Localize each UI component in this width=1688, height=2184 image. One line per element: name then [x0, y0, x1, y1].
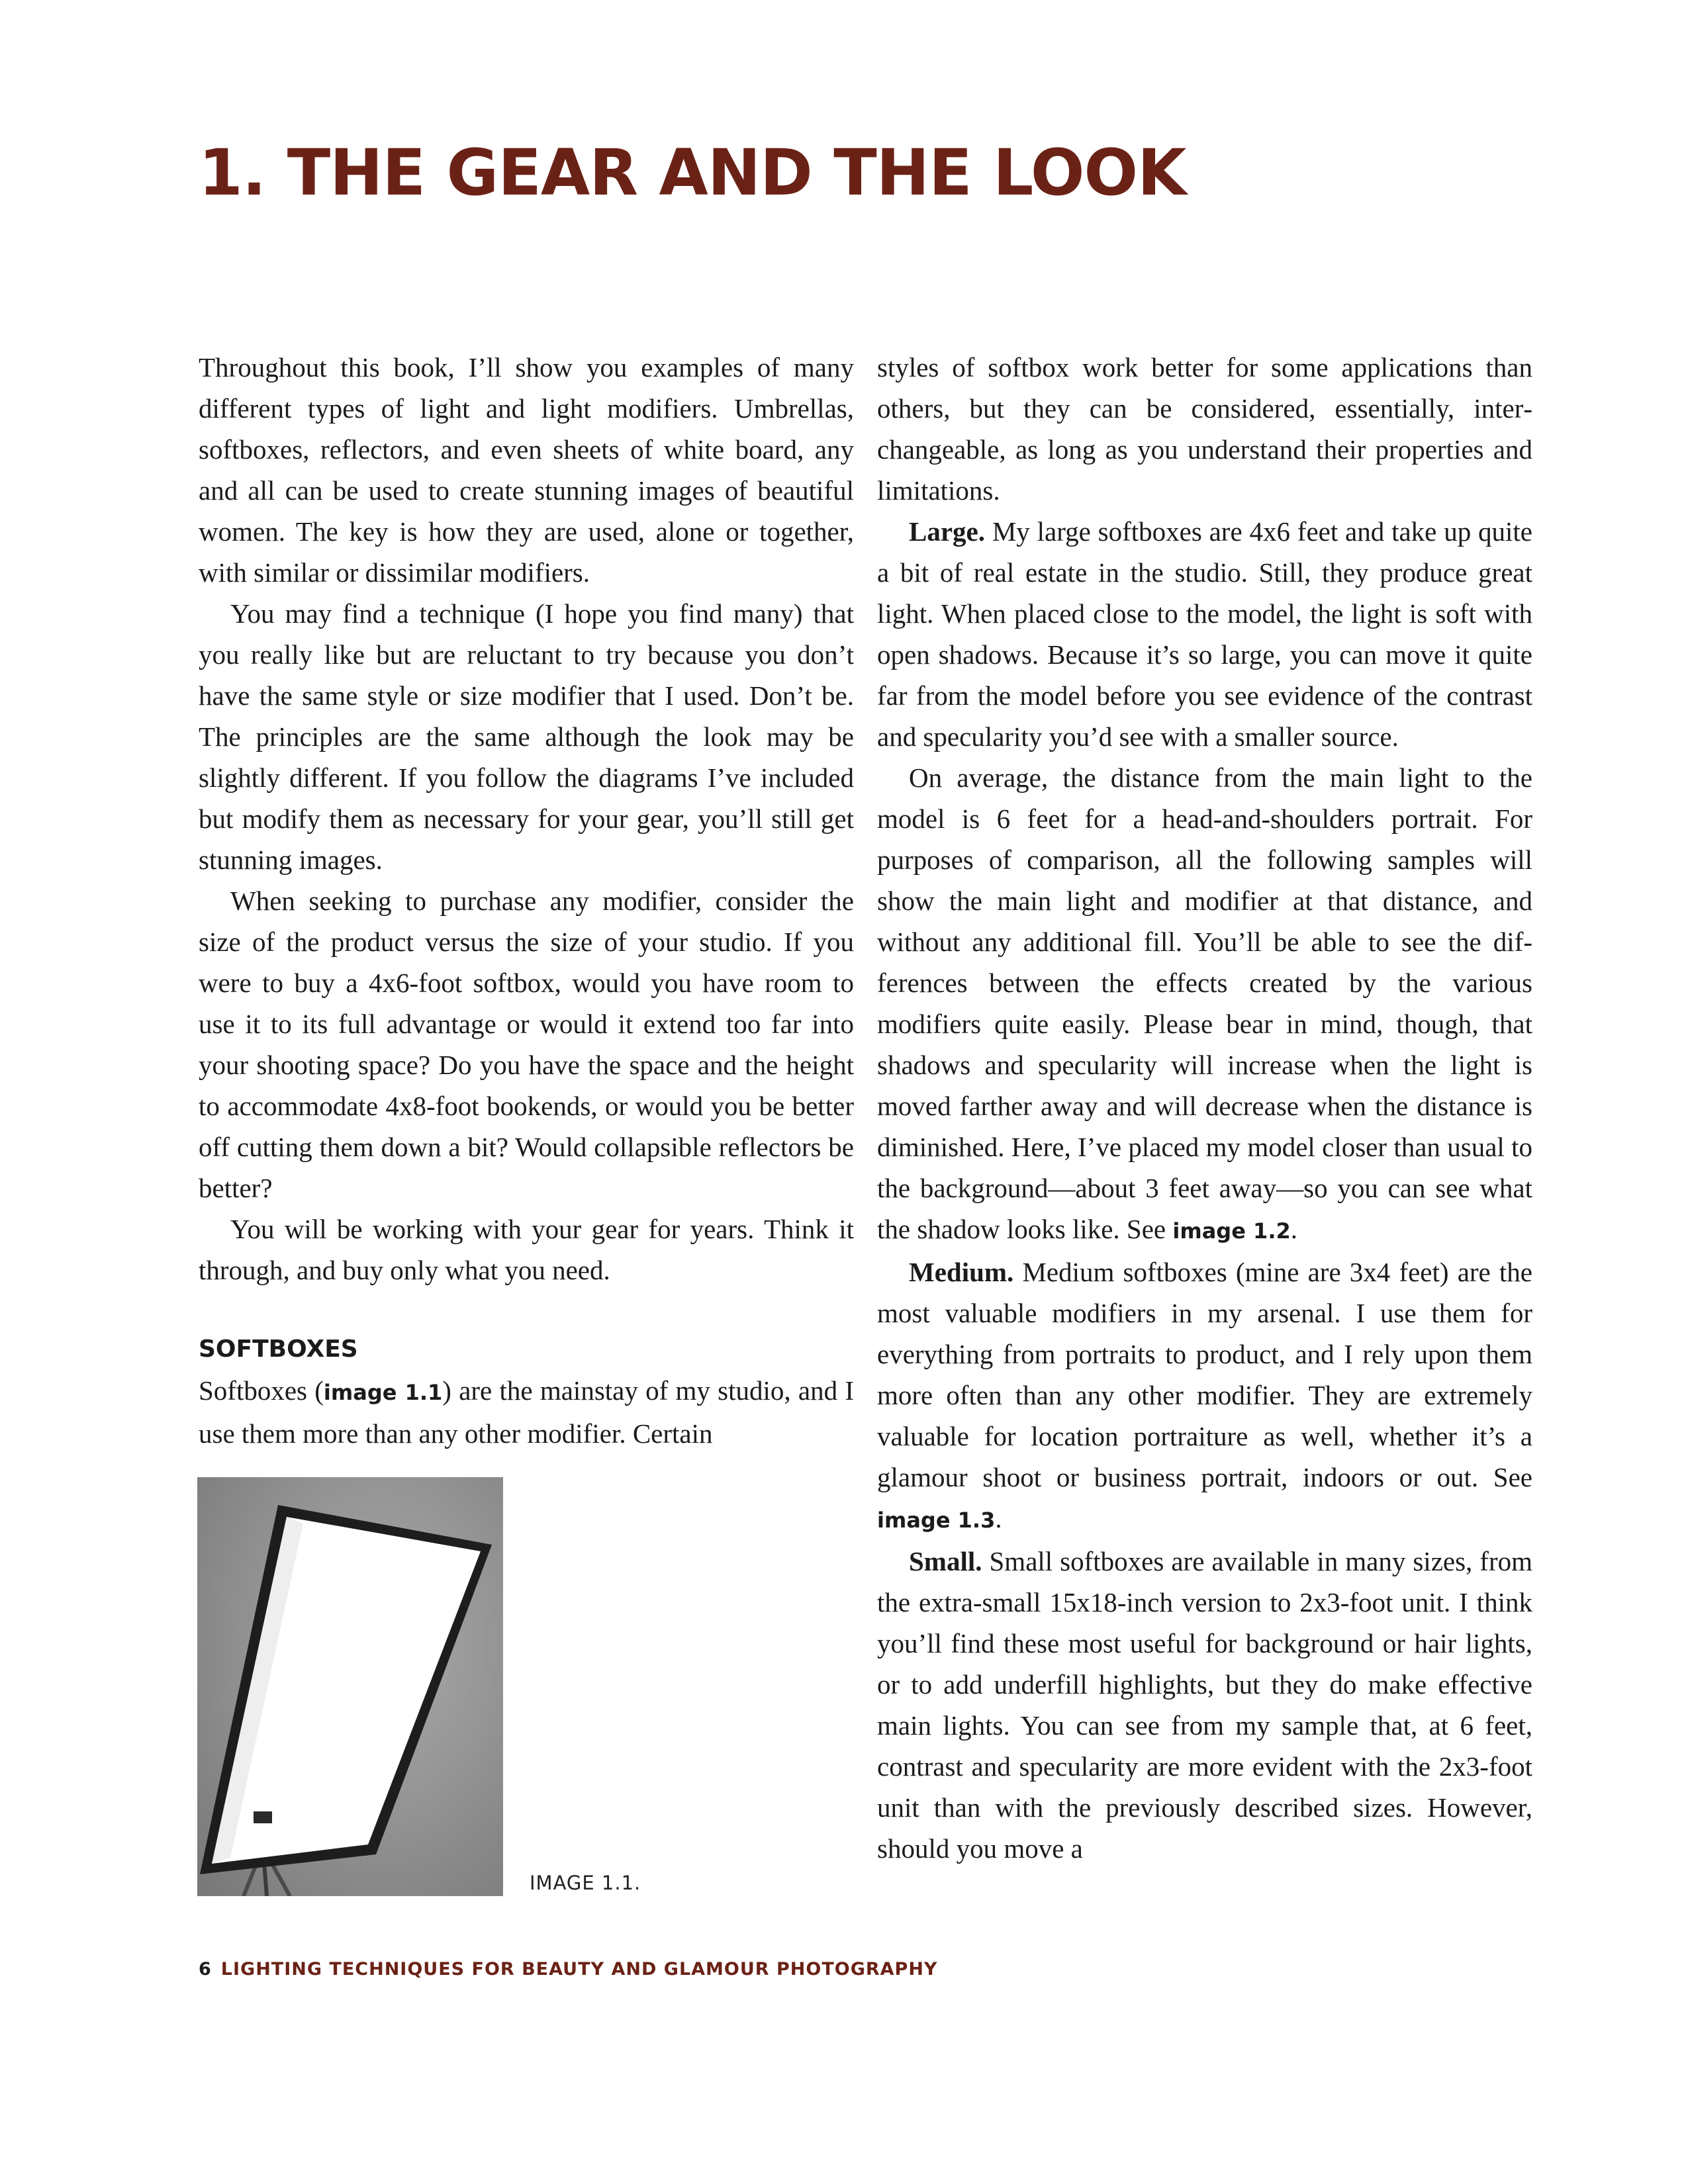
chapter-title: 1. THE GEAR AND THE LOOK — [199, 136, 1186, 210]
body-paragraph — [877, 1251, 1532, 1541]
left-column — [199, 347, 854, 1454]
image-reference: image 1.2 — [1172, 1218, 1291, 1244]
running-title: LIGHTING TECHNIQUES FOR BEAUTY AND GLAMOUR PHOTOGRAPHY — [220, 1959, 938, 1979]
text-run: On average, the distance from the main light to the model is 6 feet for a head-and-shoulders portrait. For purposes of comparison, all the following samples will show the main light and modifier at that distance, and without any additional fill. You’ll be able to see the differences between the effects created by the various modifiers quite easily. Please bear in mind, though, that shadows and specularity will increase when the light is moved farther away and will decrease when the distance is diminished. Here, I’ve placed my model closer than usual to the background—about 3 feet away—so you can see what the shadow looks like. See — [877, 762, 1532, 1244]
page-number: 6 — [199, 1959, 212, 1979]
body-paragraph: Throughout this book, I’ll show you examples of many different types of light and light modifiers. Umbrellas, softboxes, reflectors, and even sheets of white board, any and all can be used to create stunning images of beautiful women. The key is how they are used, alone or together, with similar or dissimilar modifiers. — [199, 352, 854, 588]
figure-caption: IMAGE 1.1. — [530, 1872, 641, 1894]
text-run: . — [995, 1503, 1002, 1533]
image-reference: image 1.1 — [323, 1380, 443, 1405]
text-run: Medium softboxes (mine are 3x4 feet) are the most valuable modifiers in my arsenal. I use them for everything from portraits to product, and I rely upon them more often than any other modifier. They are extremely valuable for location portraiture as well, whether it’s a glamour shoot or business portrait, indoors or out. See — [877, 1257, 1532, 1492]
subhead-small: Small. — [909, 1546, 982, 1576]
subhead-medium: Medium. — [909, 1257, 1014, 1287]
text-run: ) are the mainstay of my studio, and I use them more than any other modifier. Certain — [199, 1375, 855, 1449]
body-paragraph: You may find a technique (I hope you find many) that you really like but are reluctant to try because you don’t have the same style or size modifier that I used. Don’t be. The principles are the same although the look may be slightly different. If you follow the diagrams I’ve included but modify them as necessary for your gear, you’ll still get stunning images. — [199, 598, 854, 875]
body-paragraph — [877, 1541, 1532, 1869]
text-run: My large softboxes are 4x6 feet and take up quite a bit of real estate in the studio. Still, they produce great light. When placed close to the model, the light is soft with open shadows. Because it’s so large, you can move it quite far from the model before you see evidence of the contrast and specularity you’d see with a smaller source. — [877, 516, 1532, 752]
body-paragraph: styles of softbox work better for some applications than others, but they can be considered, essentially, interchangeable, as long as you understand their properties and limitations. — [877, 352, 1532, 506]
right-column — [877, 347, 1532, 1869]
softbox-illustration — [197, 1477, 503, 1896]
softbox-photo — [197, 1477, 503, 1896]
body-paragraph: You will be working with your gear for years. Think it through, and buy only what you need. — [199, 1214, 854, 1285]
body-paragraph — [877, 757, 1532, 1251]
body-paragraph: When seeking to purchase any modifier, consider the size of the product versus the size of your studio. If you were to buy a 4x6-foot softbox, would you have room to use it to its full advantage or would it extend too far into your shooting space? Do you have the space and the height to accommodate 4x8-foot bookends, or would you be better off cutting them down a bit? Would collapsible reflectors be better? — [199, 886, 854, 1203]
text-run: Softboxes ( — [199, 1375, 324, 1406]
image-reference: image 1.3 — [877, 1508, 996, 1533]
body-paragraph — [199, 1370, 854, 1454]
page-footer — [199, 1959, 937, 1979]
text-run: . — [1290, 1214, 1297, 1244]
section-heading: SOFTBOXES — [199, 1336, 358, 1363]
body-paragraph — [877, 511, 1532, 757]
subhead-large: Large. — [909, 516, 985, 547]
text-run: Small softboxes are available in many sizes, from the extra-small 15x18-inch version to 2x3-foot unit. I think you’ll find these most useful for background or hair lights, or to add underfill highlights, but they do make effective main lights. You can see from my sample that, at 6 feet, contrast and specularity are more evident with the 2x3-foot unit than with the previously described sizes. However, should you move a — [877, 1546, 1532, 1864]
